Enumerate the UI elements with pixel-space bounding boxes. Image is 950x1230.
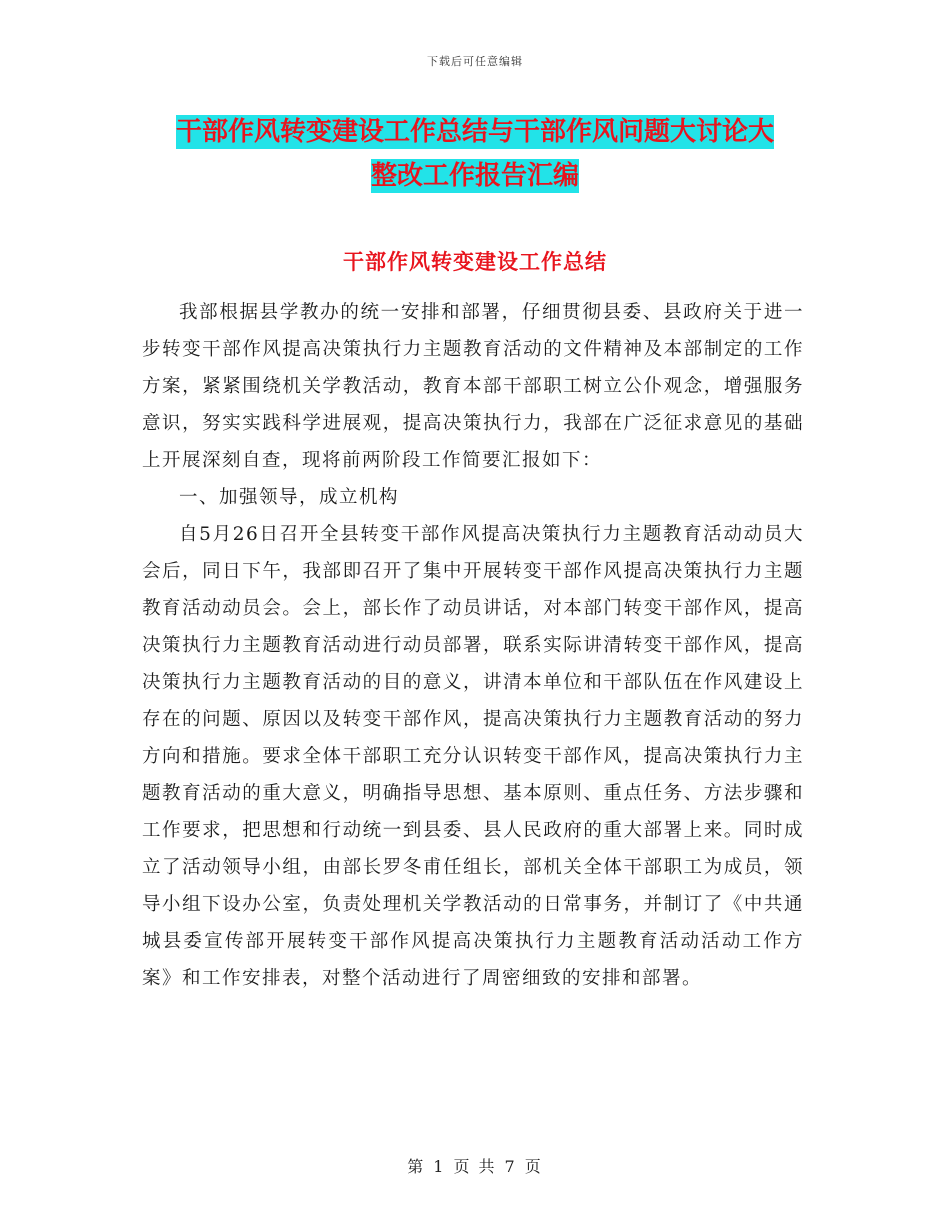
paragraph-intro: 我部根据县学教办的统一安排和部署，仔细贯彻县委、县政府关于进一步转变干部作风提高决策执行力主题教育活动的文件精神及本部制定的工作方案，紧紧围绕机关学教活动，教育本部干部职工树立公仆观念，增强服务意识，努实实践科学进展观，提高决策执行力，我部在广泛征求意见的基础上开展深刻自查，现将前两阶段工作简要汇报如下： (142, 302, 804, 471)
footer-prefix: 第 (407, 1157, 426, 1176)
header-note: 下载后可任意编辑 (427, 55, 523, 68)
document-title (140, 110, 810, 198)
body-text (142, 294, 804, 997)
page-total: 7 (504, 1157, 517, 1176)
section-title: 干部作风转变建设工作总结 (343, 250, 607, 274)
footer-suffix: 页 (524, 1157, 543, 1176)
document-title-line1: 干部作风转变建设工作总结与干部作风问题大讨论大 (175, 117, 774, 147)
paragraph-body-1: 自5月26日召开全县转变干部作风提高决策执行力主题教育活动动员大会后，同日下午，我部即召开了集中开展转变干部作风提高决策执行力主题教育活动动员会。会上，部长作了动员讲话，对本部门转变干部作风，提高决策执行力主题教育活动进行动员部署，联系实际讲清转变干部作风，提高决策执行力主题教育活动的目的意义，讲清本单位和干部队伍在作风建设上存在的问题、原因以及转变干部作风，提高决策执行力主题教育活动的努力方向和措施。要求全体干部职工充分认识转变干部作风，提高决策执行力主题教育活动的重大意义，明确指导思想、基本原则、重点任务、方法步骤和工作要求，把思想和行动统一到县委、县人民政府的重大部署上来。同时成立了活动领导小组，由部长罗冬甫任组长，部机关全体干部职工为成员，领导小组下设办公室，负责处理机关学教活动的日常事务，并制订了《中共通城县委宣传部开展转变干部作风提高决策执行力主题教育活动活动工作方案》和工作安排表，对整个活动进行了周密细致的安排和部署。 (142, 524, 804, 989)
document-title-line2: 整改工作报告汇编 (370, 161, 579, 191)
page-footer (0, 1154, 950, 1177)
footer-mid: 页 共 (453, 1157, 497, 1176)
page-number: 1 (433, 1157, 446, 1176)
paragraph-heading-1: 一、加强领导，成立机构 (179, 487, 400, 508)
